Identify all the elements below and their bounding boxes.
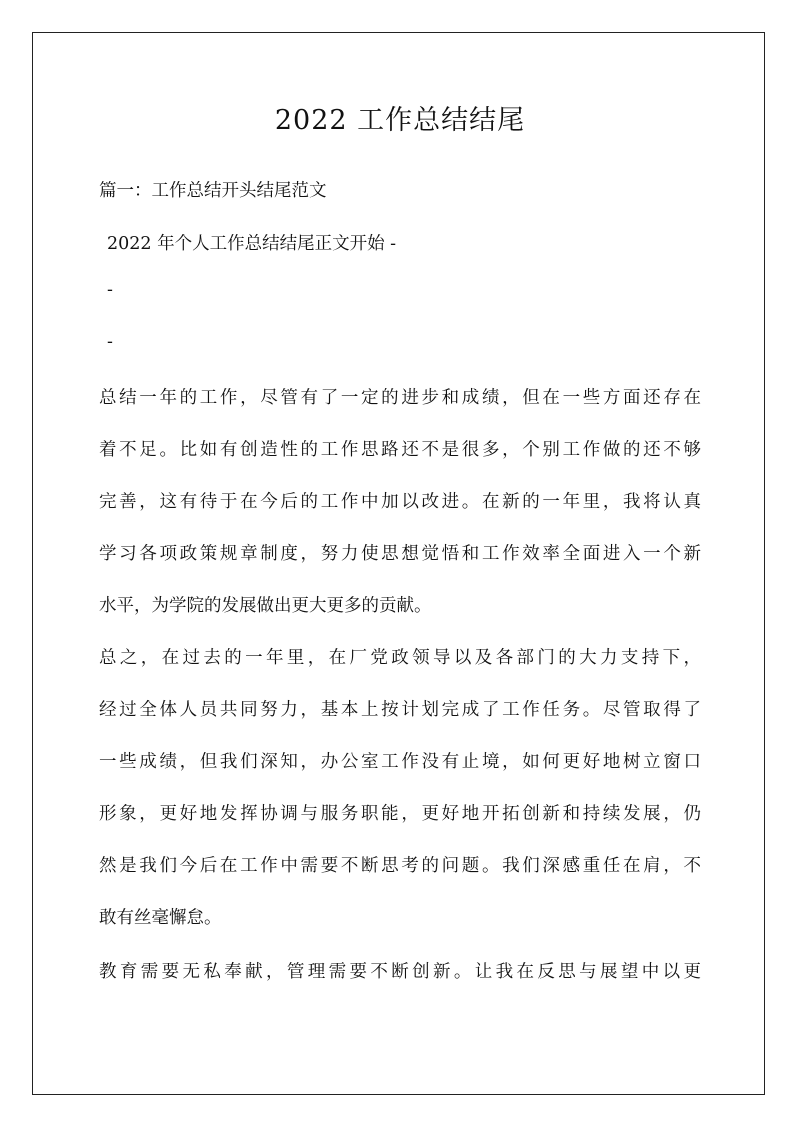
paragraph-line: 学习各项政策规章制度，努力使思想觉悟和工作效率全面进入一个新 [99, 544, 701, 564]
dash-line: - [107, 332, 113, 352]
document-title: 2022 工作总结结尾 [274, 105, 526, 136]
paragraph-line: 总之，在过去的一年里，在厂党政领导以及各部门的大力支持下， [99, 648, 701, 668]
paragraph-line: 教育需要无私奉献，管理需要不断创新。让我在反思与展望中以更 [99, 962, 701, 982]
paragraph-line: 水平，为学院的发展做出更大更多的贡献。 [99, 596, 432, 616]
paragraph-line: 总结一年的工作，尽管有了一定的进步和成绩，但在一些方面还存在 [99, 388, 701, 408]
paragraph-line: 形象，更好地发挥协调与服务职能，更好地开拓创新和持续发展，仍 [99, 804, 701, 824]
section-heading: 篇一：工作总结开头结尾范文 [99, 181, 327, 201]
paragraph-line: 敢有丝毫懈怠。 [99, 908, 222, 928]
dash-line: - [107, 280, 113, 300]
paragraph-line: 着不足。比如有创造性的工作思路还不是很多，个别工作做的还不够 [99, 440, 701, 460]
paragraph-line: 然是我们今后在工作中需要不断思考的问题。我们深感重任在肩，不 [99, 856, 701, 876]
paragraph-line: 一些成绩，但我们深知，办公室工作没有止境，如何更好地树立窗口 [99, 752, 701, 772]
subheading: 2022 年个人工作总结结尾正文开始 - [107, 234, 397, 254]
paragraph-line: 经过全体人员共同努力，基本上按计划完成了工作任务。尽管取得了 [99, 700, 701, 720]
paragraph-line: 完善，这有待于在今后的工作中加以改进。在新的一年里，我将认真 [99, 492, 701, 512]
